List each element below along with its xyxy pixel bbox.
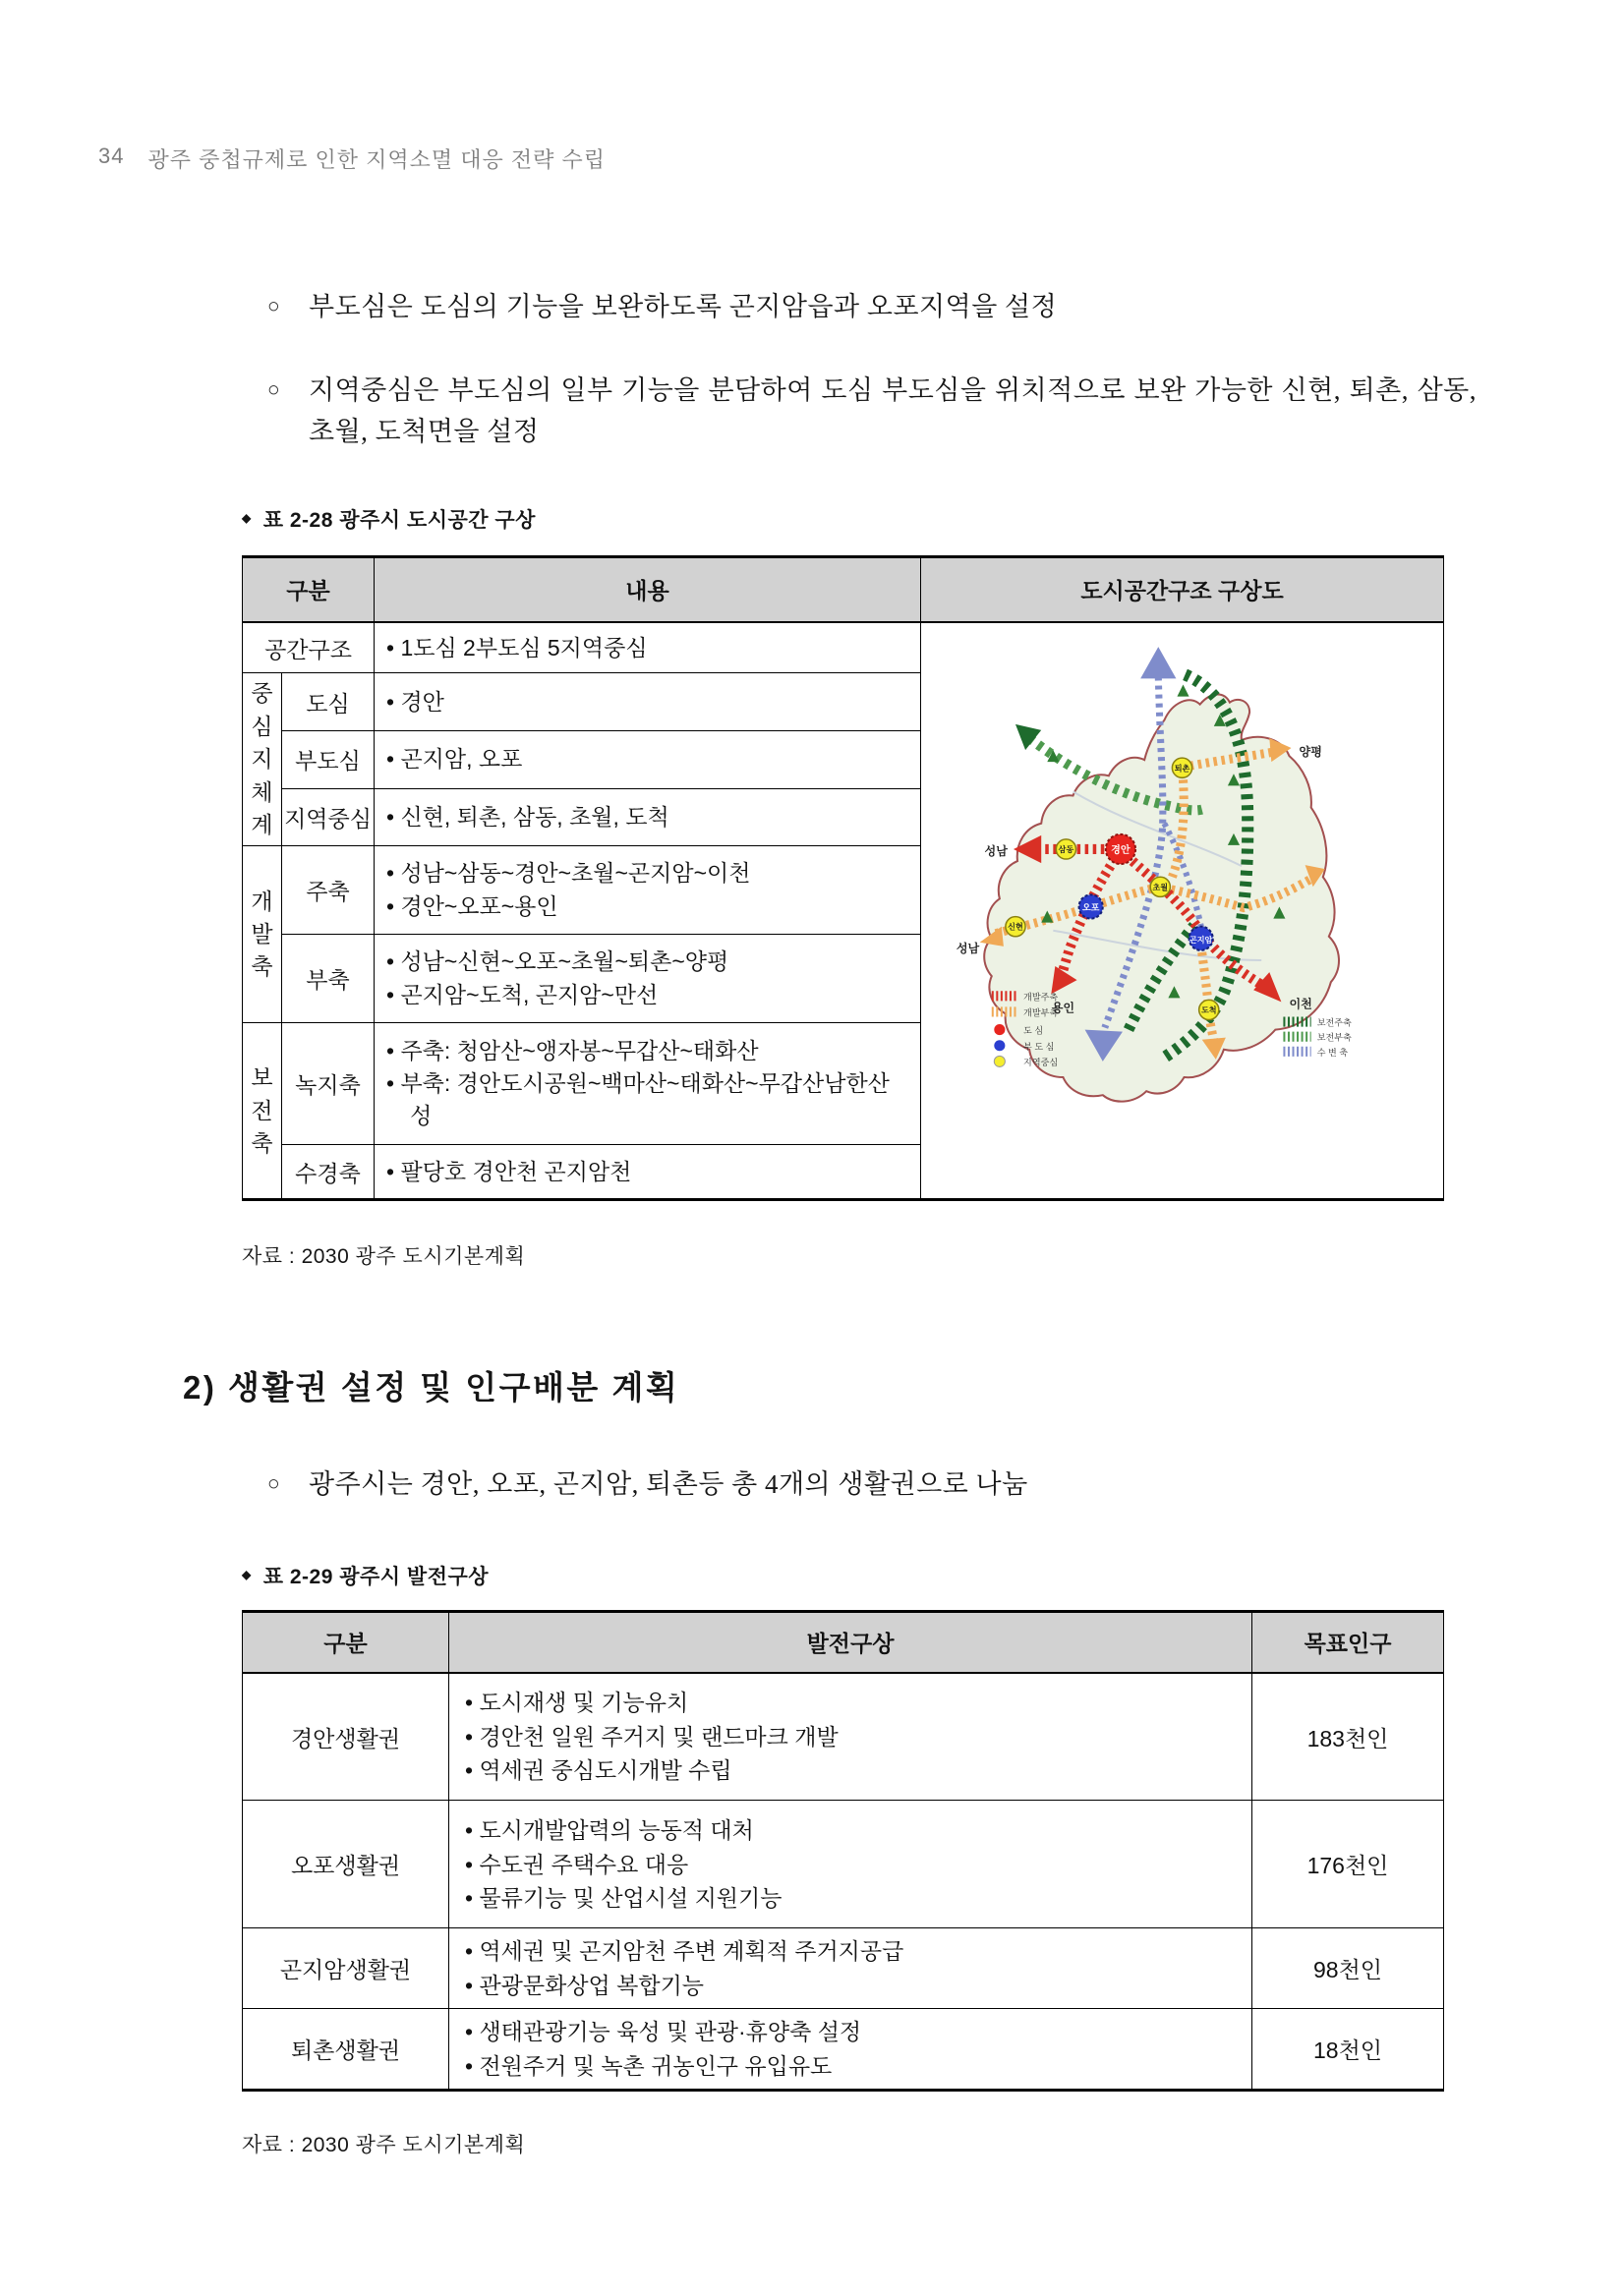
cell-item: • 경안~오포~용인 [386, 892, 558, 919]
diamond-icon: ◆ [242, 510, 252, 525]
table-row [243, 622, 1444, 673]
label-yangpyeong: 양평 [1299, 744, 1322, 759]
table-header-row [243, 556, 1444, 622]
node-sinhyeon-label: 신현 [1008, 922, 1023, 932]
cell-item: • 도시재생 및 기능유치 [465, 1690, 689, 1716]
table-row [243, 2009, 1444, 2091]
table-2-28-caption-text: 표 2-28 광주시 도시공간 구상 [262, 508, 536, 532]
cell-item: • 성남~삼동~경안~초월~곤지암~이천 [386, 860, 751, 887]
running-header [98, 144, 1624, 174]
node-opo-label: 오포 [1081, 902, 1100, 913]
group-label-preservation-axis: 보전축 [243, 1023, 282, 1200]
intro-bullet-2 [263, 370, 1477, 453]
row-name: 곤지암생활권 [243, 1928, 449, 2009]
cell-item: • 물류기능 및 산업시설 지원기능 [465, 1885, 783, 1912]
col-header-map: 도시공간구조 구상도 [921, 556, 1444, 622]
row-label-buchuk: 부축 [282, 935, 375, 1023]
cell-item: • 곤지암~도척, 곤지암~만선 [386, 981, 659, 1007]
cell-item: • 생태관광기능 육성 및 관광·휴양축 설정 [465, 2019, 862, 2045]
target-population: 18천인 [1252, 2009, 1444, 2091]
row-label-dosim: 도심 [282, 673, 375, 731]
cell-item: • 부축: 경안도시공원~백마산~태화산~무갑산남한산성 [386, 1070, 890, 1129]
legend-budosim-label: 부 도 심 [1023, 1041, 1055, 1052]
col-header-plan: 발전구상 [449, 1611, 1252, 1673]
cell-item: • 도시개발압력의 능동적 대처 [465, 1817, 754, 1844]
section-heading: 2) 생활권 설정 및 인구배분 계획 [183, 1369, 680, 1406]
group-label-center-system: 중심지체계 [243, 673, 282, 846]
col-header-content: 내용 [375, 556, 921, 622]
table-development-plan [242, 1610, 1444, 2093]
table-header-row [243, 1611, 1444, 1673]
node-gyeongan-label: 경안 [1111, 844, 1131, 856]
row-name: 오포생활권 [243, 1801, 449, 1928]
col-header-gubun: 구분 [243, 1611, 449, 1673]
cell-item: • 곤지암, 오포 [386, 746, 523, 773]
intro-bullet-2-text: 지역중심은 부도심의 일부 기능을 분담하여 도심 부도심을 위치적으로 보완 가능한 신현, 퇴촌, 삼동, 초월, 도척면을 설정 [309, 374, 1477, 447]
legend-dev-sub-label: 개발부축 [1023, 1007, 1059, 1018]
intro-bullet-1-text: 부도심은 도심의 기능을 보완하도록 곤지암읍과 오포지역을 설정 [309, 292, 1058, 321]
map-cell [921, 622, 1444, 1200]
cell-item: • 경안 [386, 688, 444, 715]
table-2-29-caption [242, 1561, 1624, 1590]
table-row [243, 1673, 1444, 1801]
table-urban-space [242, 555, 1444, 1201]
legend-pres-sub-label: 보전부축 [1316, 1032, 1352, 1043]
cell-item: • 수도권 주택수요 대응 [465, 1851, 689, 1877]
table-2-28-caption [242, 504, 1624, 534]
target-population: 183천인 [1252, 1673, 1444, 1801]
node-samdong-label: 삼동 [1058, 844, 1074, 854]
node-chowol-label: 초월 [1152, 882, 1169, 891]
map-legend-right [1283, 1016, 1352, 1057]
cell-item: • 1도심 2부도심 5지역중심 [386, 634, 648, 660]
intro-bullet-1 [263, 286, 1477, 328]
legend-dev-main-label: 개발주축 [1023, 991, 1059, 1002]
label-icheon-southeast: 이천 [1289, 996, 1312, 1010]
label-seongnam-west: 성남 [984, 843, 1008, 858]
legend-pres-main-label: 보전주축 [1316, 1017, 1352, 1028]
page-number: 34 [98, 144, 125, 168]
table-2-28-source: 자료 : 2030 광주 도시기본계획 [242, 1245, 526, 1269]
running-title: 광주 중첩규제로 인한 지역소멸 대응 전략 수립 [147, 147, 606, 172]
cell-item: • 팔당호 경안천 곤지암천 [386, 1158, 632, 1184]
cell-item: • 경안천 일원 주거지 및 랜드마크 개발 [465, 1723, 839, 1750]
city-map [934, 633, 1430, 1183]
col-header-population: 목표인구 [1252, 1611, 1444, 1673]
map-boundary [984, 694, 1339, 1101]
label-yongin: 용인 [1051, 1001, 1075, 1015]
cell-item: • 신현, 퇴촌, 삼동, 초월, 도척 [386, 803, 669, 830]
arrowhead-blue-up [1140, 647, 1176, 678]
row-label-sugyeong: 수경축 [282, 1145, 375, 1200]
row-label-juchuk: 주축 [282, 846, 375, 935]
node-toechon-label: 퇴촌 [1174, 763, 1190, 773]
row-name: 경안생활권 [243, 1673, 449, 1801]
table-2-29-caption-text: 표 2-29 광주시 발전구상 [262, 1565, 490, 1588]
table-row [243, 1928, 1444, 2009]
target-population: 98천인 [1252, 1928, 1444, 2009]
circle-bullet-icon: ○ [267, 376, 281, 401]
diamond-icon: ◆ [242, 1567, 252, 1581]
cell-item: • 역세권 중심도시개발 수립 [465, 1757, 732, 1784]
cell-item: • 관광문화상업 복합기능 [465, 1972, 705, 1998]
row-label-nokji: 녹지축 [282, 1023, 375, 1145]
node-docheok-label: 도척 [1200, 1005, 1217, 1015]
label-seongnam-southwest: 성남 [956, 941, 980, 955]
cell-item: • 전원주거 및 녹촌 귀농인구 유입유도 [465, 2052, 833, 2079]
circle-bullet-icon: ○ [267, 1471, 281, 1496]
row-label-spatial: 공간구조 [243, 622, 375, 673]
table-2-29-source: 자료 : 2030 광주 도시기본계획 [242, 2134, 526, 2157]
legend-dosim-label: 도 심 [1023, 1025, 1044, 1036]
circle-bullet-icon: ○ [267, 294, 281, 317]
cell-item: • 역세권 및 곤지암천 주변 계획적 주거지공급 [465, 1938, 904, 1965]
section2-bullet [263, 1464, 1477, 1506]
group-label-development-axis: 개발축 [243, 846, 282, 1023]
cell-item: • 성남~신현~오포~초월~퇴촌~양평 [386, 948, 729, 975]
target-population: 176천인 [1252, 1801, 1444, 1928]
legend-regional-label: 지역중심 [1023, 1057, 1059, 1067]
table-row [243, 1801, 1444, 1928]
cell-item: • 주축: 청암산~앵자봉~무갑산~태화산 [386, 1037, 759, 1063]
col-header-gubun: 구분 [243, 556, 375, 622]
row-name: 퇴촌생활권 [243, 2009, 449, 2091]
section2-bullet-text: 광주시는 경안, 오포, 곤지암, 퇴촌등 총 4개의 생활권으로 나눔 [309, 1469, 1028, 1500]
legend-waterfront-label: 수 변 축 [1316, 1047, 1349, 1058]
node-gonjiam-label: 곤지암 [1189, 935, 1213, 945]
row-label-regional: 지역중심 [282, 788, 375, 846]
row-label-budosim: 부도심 [282, 731, 375, 789]
